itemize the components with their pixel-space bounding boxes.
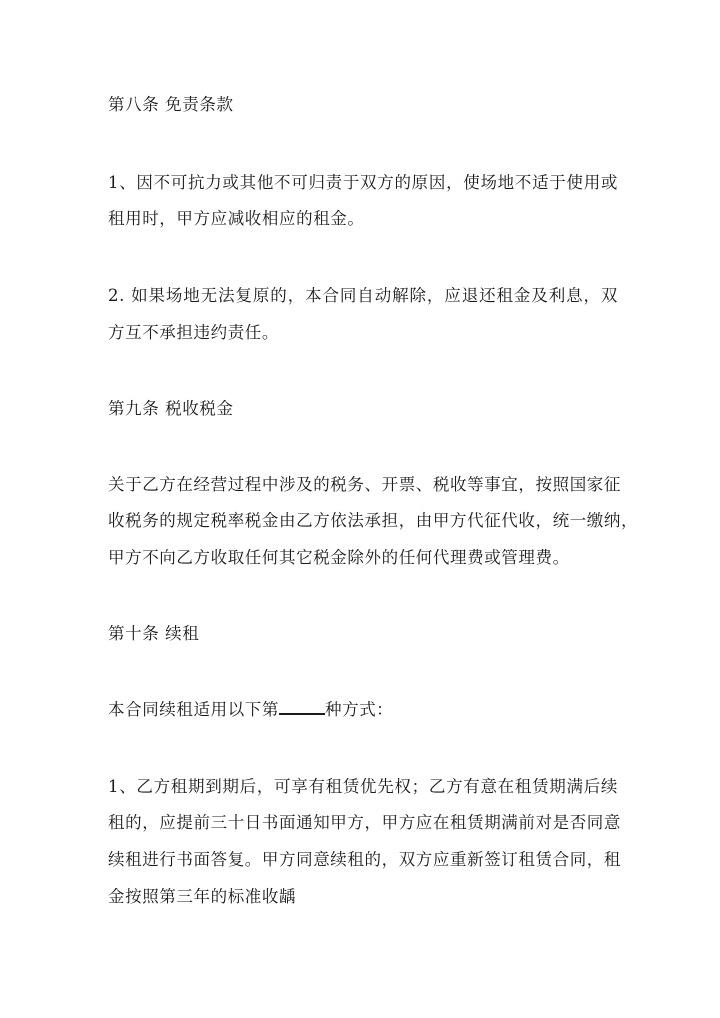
section-8-clause-1-line-1: 1、因不可抗力或其他不可归责于双方的原因，使场地不适于使用或 — [108, 173, 618, 192]
section-10-clause-1-line-1: 1、乙方租期到期后，可享有租赁优先权；乙方有意在租赁期满后续 — [108, 777, 618, 796]
section-10-intro-text-a: 本合同续租适用以下第 — [108, 700, 279, 719]
section-8-clause-1-line-2: 租用时，甲方应减收相应的租金。 — [108, 209, 365, 228]
section-10-intro — [108, 699, 618, 721]
section-10-title: 第十条 续租 — [108, 624, 200, 643]
fill-in-blank — [279, 699, 325, 715]
section-9-para-line-2: 收税务的规定税率税金由乙方依法承担，由甲方代征代收，统一缴纳， — [108, 511, 639, 530]
section-8-clause-2-line-1: 2. 如果场地无法复原的，本合同自动解除，应退还租金及利息，双 — [108, 286, 618, 305]
section-10-intro-text-b: 种方式： — [325, 700, 394, 719]
section-9-title: 第九条 税收税金 — [108, 399, 234, 418]
section-10-clause-1-line-4: 金按照第三年的标准收龋 — [108, 887, 297, 906]
section-10-clause-1-line-3: 续租进行书面答复。甲方同意续租的，双方应重新签订租赁合同，租 — [108, 850, 621, 869]
section-9-para-line-3: 甲方不向乙方收取任何其它税金除外的任何代理费或管理费。 — [108, 548, 570, 567]
section-9-para-line-1: 关于乙方在经营过程中涉及的税务、开票、税收等事宜，按照国家征 — [108, 475, 621, 494]
document-page — [108, 0, 639, 1018]
section-10-clause-1-line-2: 租的，应提前三十日书面通知甲方，甲方应在租赁期满前对是否同意 — [108, 813, 621, 832]
section-8-clause-2-line-2: 方互不承担违约责任。 — [108, 323, 279, 342]
section-8-title: 第八条 免责条款 — [108, 95, 234, 114]
